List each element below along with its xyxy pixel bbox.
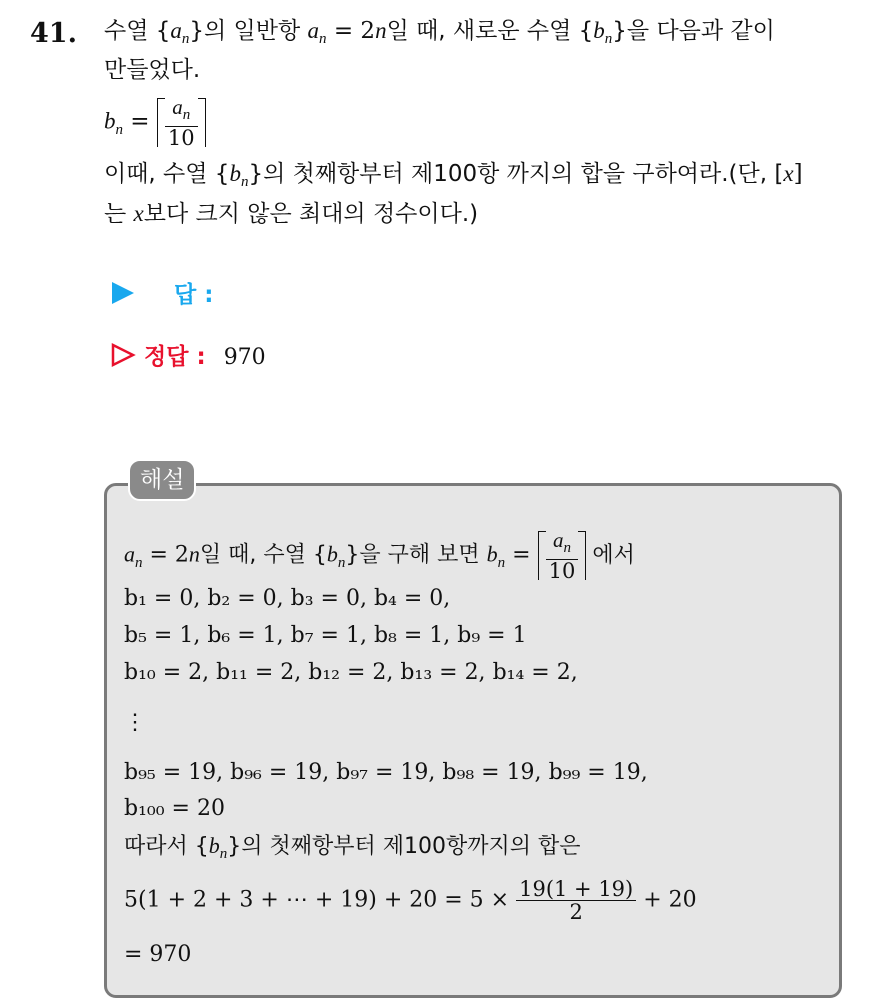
question-line-4: 이때, 수열 $\{b_n\}$의 첫째항부터 제100항 까지의 합을 구하여라.(단, [x] — [104, 161, 803, 190]
explanation-line-8: 따라서 $\{b_n\}$의 첫째항부터 제100항까지의 합은 — [124, 833, 581, 862]
question-line-2: 만들었다. — [104, 57, 201, 83]
explanation-vdots: ⋮ — [124, 710, 146, 735]
explanation-line-2: b₁ = 0, b₂ = 0, b₃ = 0, b₄ = 0, — [124, 586, 451, 611]
explanation-tag: 해설 — [128, 459, 196, 501]
correct-answer-label: 정답 : — [144, 344, 206, 370]
answer-label: 답 : — [174, 282, 214, 308]
explanation-line-3: b₅ = 1, b₆ = 1, b₇ = 1, b₈ = 1, b₉ = 1 — [124, 623, 527, 648]
correct-answer-row — [110, 338, 266, 371]
explanation-line-7: b₁₀₀ = 20 — [124, 796, 225, 821]
question-line-5: 는 x보다 크지 않은 최대의 정수이다.) — [104, 201, 479, 227]
question-formula: $b_n$ = $\frac{a_n}{10}$ — [104, 96, 206, 149]
play-icon — [110, 280, 136, 306]
explanation-line-6: b₉₅ = 19, b₉₆ = 19, b₉₇ = 19, b₉₈ = 19, b₉₉ = 19, — [124, 760, 648, 785]
explanation-line-4: b₁₀ = 2, b₁₁ = 2, b₁₂ = 2, b₁₃ = 2, b₁₄ = 2, — [124, 660, 578, 685]
question-line-1: 수열 $\{a_n\}$의 일반항 $a_n = 2n$일 때, 새로운 수열 $\{b_n\}$을 다음과 같이 — [104, 18, 775, 47]
outline-play-icon — [110, 342, 136, 368]
explanation-line-1: $a_n = 2n$일 때, 수열 $\{b_n\}$을 구해 보면 $b_n$ = $\frac{a_n}{10}$ 에서 — [124, 528, 635, 583]
question-number: 41. — [30, 18, 77, 49]
explanation-line-10: = 970 — [124, 942, 192, 967]
answer-row — [110, 276, 213, 309]
correct-answer-value: 970 — [223, 345, 266, 370]
explanation-line-9: 5(1 + 2 + 3 + ⋯ + 19) + 20 = 5 × $\frac{19(1 + 19)}{2}$ + 20 — [124, 877, 697, 924]
